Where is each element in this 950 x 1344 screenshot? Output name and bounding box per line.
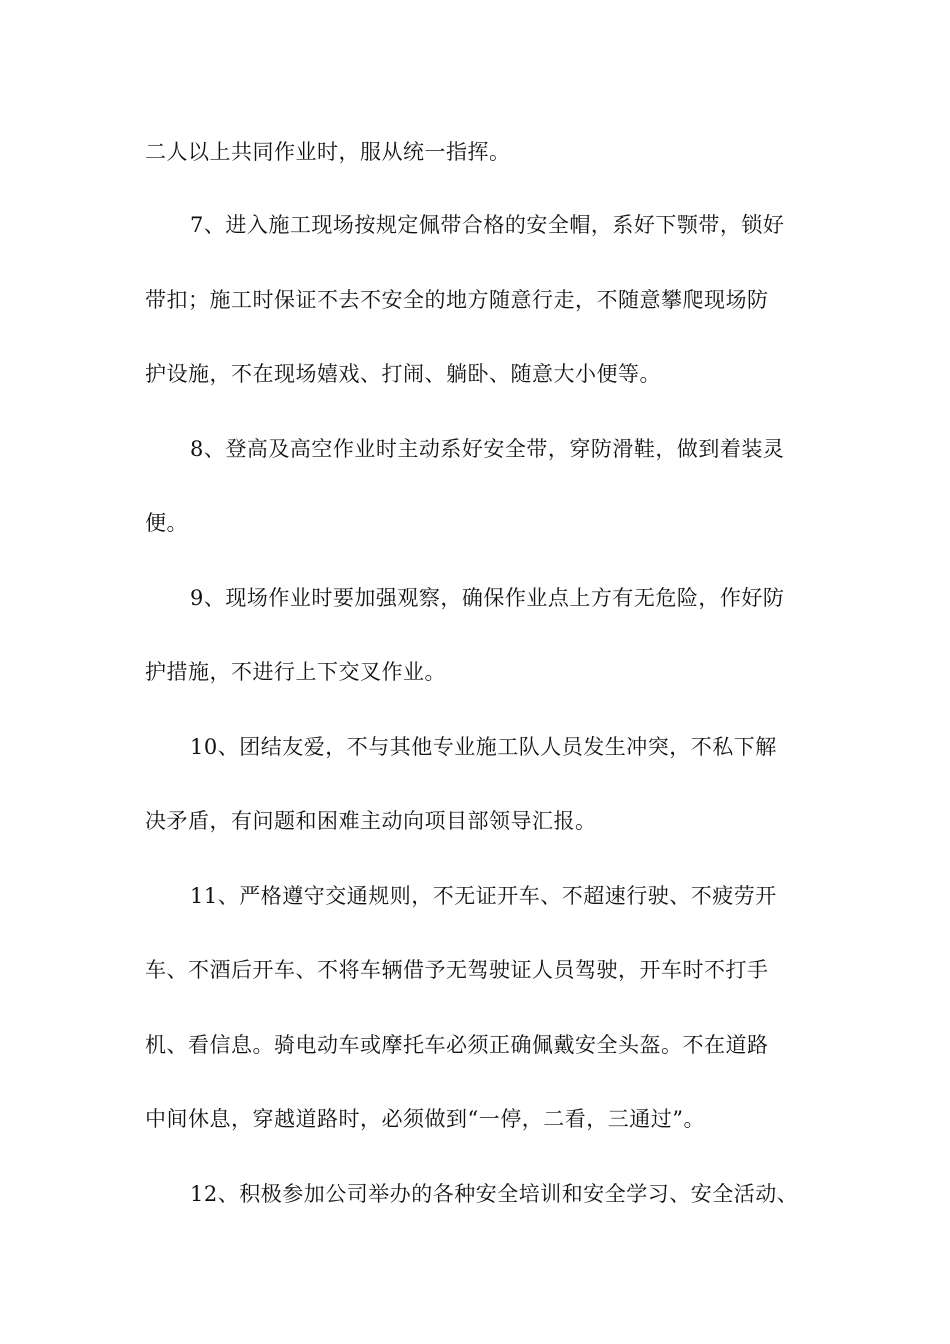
paragraph-line: 12、积极参加公司举办的各种安全培训和安全学习、安全活动、	[190, 1182, 799, 1206]
paragraph-line: 机、看信息。骑电动车或摩托车必须正确佩戴安全头盔。不在道路	[145, 1033, 769, 1057]
paragraph-line: 10、团结友爱，不与其他专业施工队人员发生冲突，不私下解	[190, 735, 777, 759]
paragraph-line: 9、现场作业时要加强观察，确保作业点上方有无危险，作好防	[190, 586, 785, 610]
paragraph-line: 便。	[145, 511, 188, 535]
paragraph-line: 护措施，不进行上下交叉作业。	[145, 660, 446, 684]
paragraph-line: 中间休息，穿越道路时，必须做到“一停，二看，三通过”。	[145, 1107, 705, 1131]
paragraph-line: 11、严格遵守交通规则，不无证开车、不超速行驶、不疲劳开	[190, 884, 777, 908]
paragraph-line: 二人以上共同作业时，服从统一指挥。	[145, 140, 511, 164]
paragraph-line: 决矛盾，有问题和困难主动向项目部领导汇报。	[145, 809, 597, 833]
paragraph-line: 带扣；施工时保证不去不安全的地方随意行走，不随意攀爬现场防	[145, 288, 769, 312]
paragraph-line: 护设施，不在现场嬉戏、打闹、躺卧、随意大小便等。	[145, 362, 661, 386]
paragraph-line: 车、不酒后开车、不将车辆借予无驾驶证人员驾驶，开车时不打手	[145, 958, 769, 982]
paragraph-line: 8、登高及高空作业时主动系好安全带，穿防滑鞋，做到着装灵	[190, 437, 785, 461]
paragraph-line: 7、进入施工现场按规定佩带合格的安全帽，系好下颚带，锁好	[190, 213, 785, 237]
